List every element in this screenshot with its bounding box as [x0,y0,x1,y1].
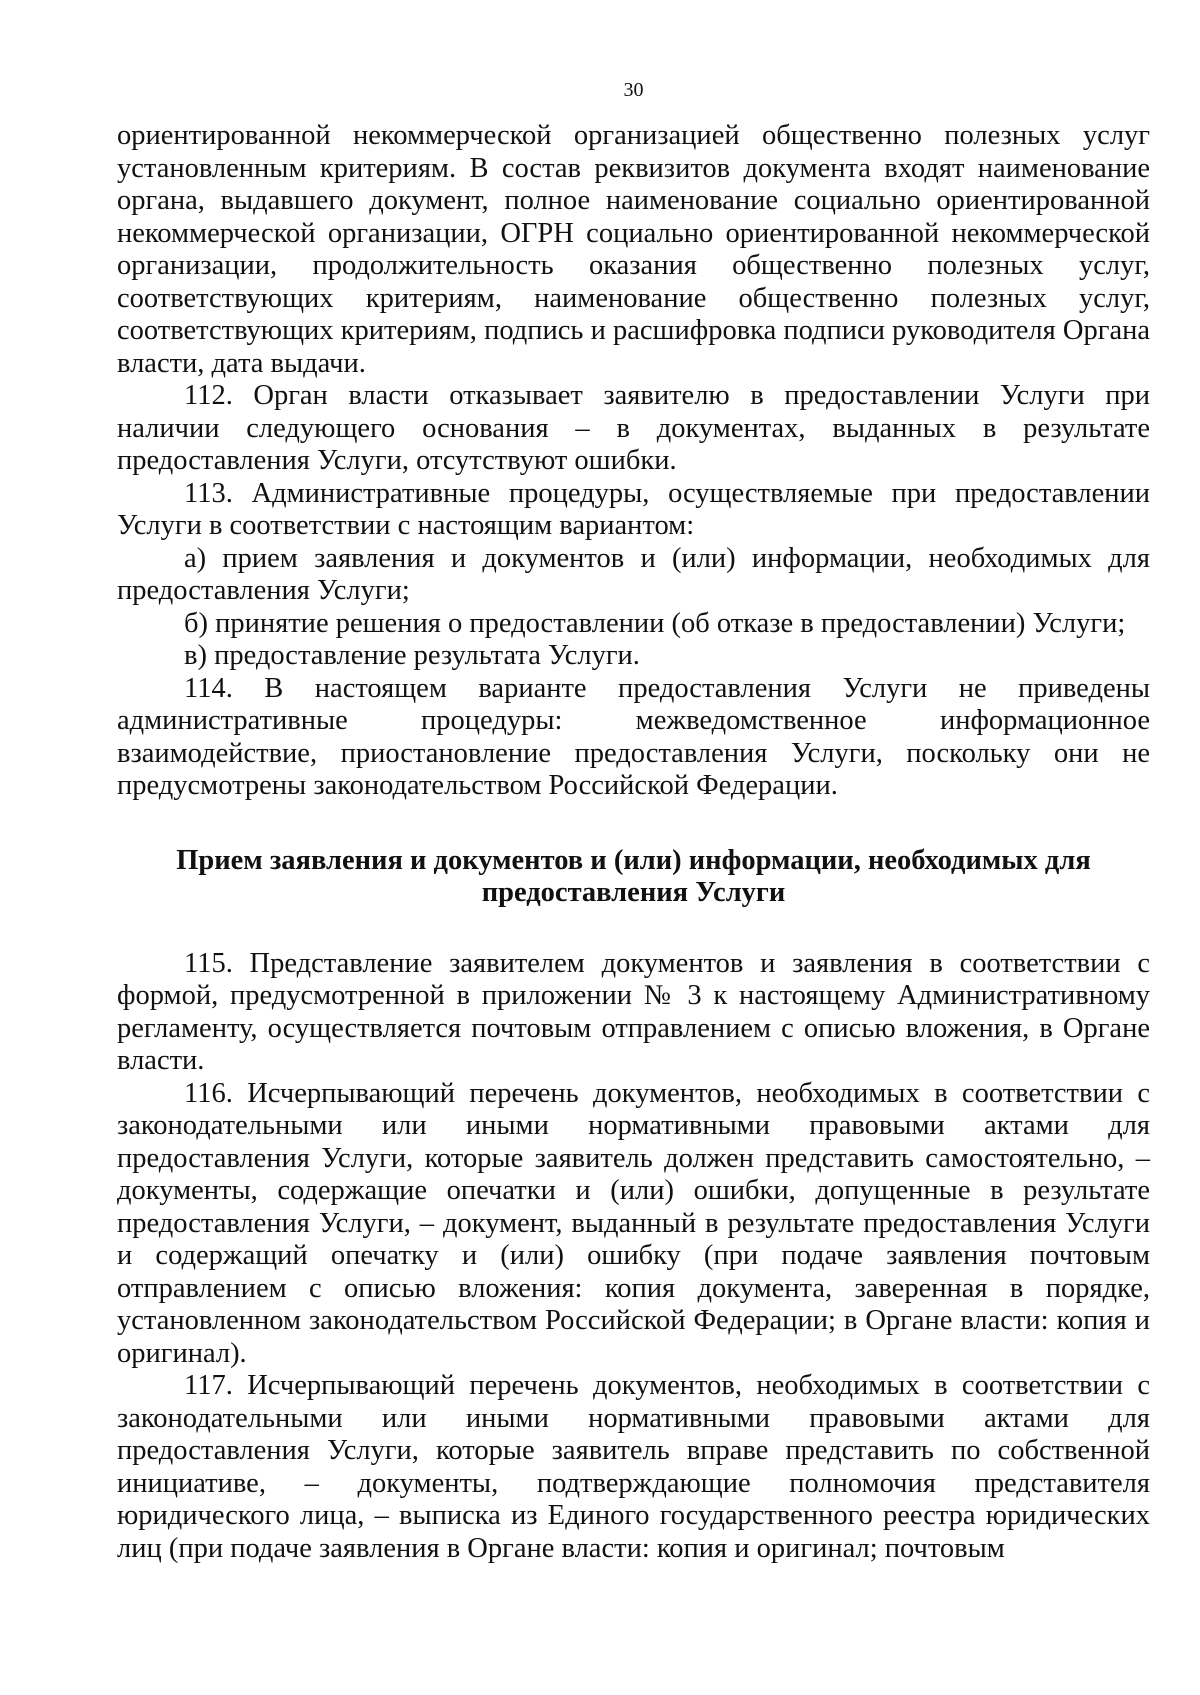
paragraph-117: 117. Исчерпывающий перечень документов, необходимых в соответствии с законодательными или иными нормативными правовыми актами для предоставления Услуги, которые заявитель вправе представить по собственной инициативе, – документы, подтверждающие полномочия представителя юридического лица, – выписка из Единого государственного реестра юридических лиц (при подаче заявления в Органе власти: копия и оригинал; почтовым [117,1370,1150,1564]
list-item-a: а) прием заявления и документов и (или) информации, необходимых для предоставления Услуги; [117,542,1150,606]
page-number: 30 [623,79,644,101]
section-heading: Прием заявления и документов и (или) информации, необходимых для предоставления Услуги [176,844,1091,908]
paragraph-113: 113. Административные процедуры, осуществляемые при предоставлении Услуги в соответствии с настоящим вариантом: [117,477,1150,541]
paragraph-114: 114. В настоящем варианте предоставления Услуги не приведены административные процедуры: межведомственное информационное взаимодействие, приостановление предоставления Услуги, поскольку они не предусмотрены законодательством Российской Федерации. [117,672,1150,801]
list-item-v: в) предоставление результата Услуги. [184,640,640,671]
paragraph-112: 112. Орган власти отказывает заявителю в предоставлении Услуги при наличии следующего основания – в документах, выданных в результате предоставления Услуги, отсутствуют ошибки. [117,380,1150,476]
list-item-b: б) принятие решения о предоставлении (об отказе в предоставлении) Услуги; [184,607,1126,639]
paragraph-115: 115. Представление заявителем документов и заявления в соответствии с формой, предусмотренной в приложении № 3 к настоящему Административному регламенту, осуществляется почтовым отправлением с описью вложения, в Органе власти. [117,947,1150,1076]
paragraph-116: 116. Исчерпывающий перечень документов, необходимых в соответствии с законодательными или иными нормативными правовыми актами для предоставления Услуги, которые заявитель должен представить самостоятельно, – документы, содержащие опечатки и (или) ошибки, допущенные в результате предоставления Услуги, – документ, выданный в результате предоставления Услуги и содержащий опечатку и (или) ошибку (при подаче заявления почтовым отправлением с описью вложения: копия документа, заверенная в порядке, установленном законодательством Российской Федерации; в Органе власти: копия и оригинал). [117,1077,1150,1369]
paragraph-continuation: ориентированной некоммерческой организацией общественно полезных услуг установленным критериям. В состав реквизитов документа входят наименование органа, выдавшего документ, полное наименование социально ориентированной некоммерческой организации, ОГРН социально ориентированной некоммерческой организации, продолжительность оказания общественно полезных услуг, соответствующих критериям, наименование общественно полезных услуг, соответствующих критериям, подпись и расшифровка подписи руководителя Органа власти, дата выдачи. [117,120,1150,379]
